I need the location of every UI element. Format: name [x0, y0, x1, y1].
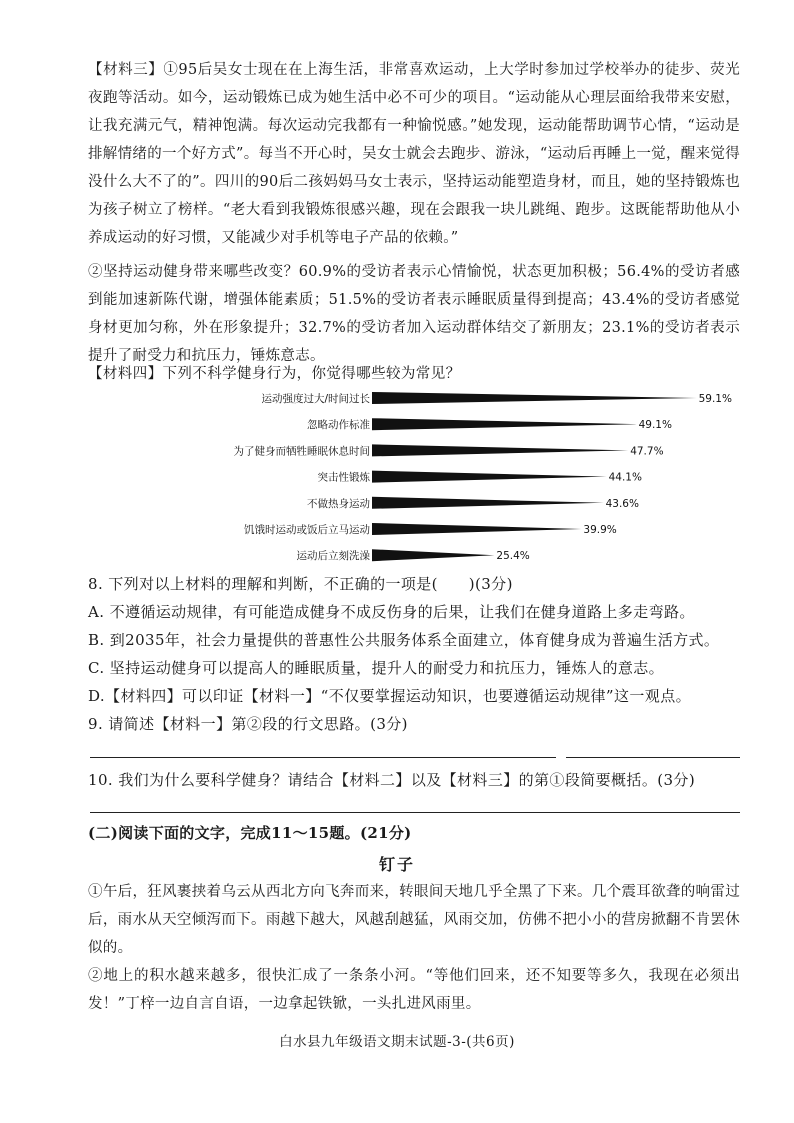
- question-8-option-d: D.【材料四】可以印证【材料一】“不仅要掌握运动知识，也要遵循运动规律”这一观点。: [88, 687, 692, 705]
- question-8-option-a: A. 不遵循运动规律，有可能造成健身不成反伤身的后果，让我们在健身道路上多走弯路。: [88, 603, 695, 621]
- story-paragraph-1: ①午后，狂风裹挟着乌云从西北方向飞奔而来，转眼间天地几乎全黑了下来。几个震耳欲聋的响雷过后，雨水从天空倾泻而下。雨越下越大，风越刮越猛，风雨交加，仿佛不把小小的营房掀翻不肯罢休似的。: [88, 884, 740, 956]
- chart-value-label: 47.7%: [630, 445, 664, 458]
- question-8-option-c: C. 坚持运动健身可以提高人的睡眠质量，提升人的耐受力和抗压力，锤炼人的意志。: [88, 659, 665, 677]
- chart-category-label: 运动后立刻洗澡: [296, 550, 370, 563]
- chart-bar: [372, 418, 637, 430]
- chart-category-label: 忽略动作标准: [307, 419, 370, 432]
- story-title: 钉子: [378, 855, 415, 874]
- chart-bar: [372, 523, 581, 535]
- unscientific-fitness-bar-chart: [180, 386, 732, 568]
- chart-category-label: 饥饿时运动或饭后立马运动: [244, 524, 370, 536]
- material4-intro: 【材料四】下列不科学健身行为，你觉得哪些较为常见？: [88, 366, 461, 382]
- chart-value-label: 43.6%: [605, 497, 639, 510]
- question-8-option-b: B. 到2035年，社会力量提供的普惠性公共服务体系全面建立，体育健身成为普遍生活方式。: [88, 631, 720, 649]
- chart-bar: [372, 392, 697, 404]
- page-footer: 白水县九年级语文期末试题-3-(共6页): [279, 1034, 515, 1050]
- chart-value-label: 49.1%: [638, 419, 672, 432]
- material4-chart: [180, 386, 732, 568]
- section-2-heading: (二)阅读下面的文字，完成11～15题。(21分): [88, 824, 412, 842]
- chart-category-label: 运动强度过大/时间过长: [261, 393, 370, 405]
- chart-category-label: 为了健身而牺牲睡眠休息时间: [233, 445, 370, 458]
- chart-value-label: 25.4%: [496, 550, 530, 563]
- chart-bar: [372, 471, 607, 483]
- answer-line-q9-a[interactable]: [90, 757, 556, 758]
- material3-paragraph-1: 【材料三】①95后吴女士现在在上海生活，非常喜欢运动，上大学时参加过学校举办的徒步、荧光夜跑等活动。如今，运动锻炼已成为她生活中必不可少的项目。“运动能从心理层面给我带来安慰，让我充满元气，精神饱满。每次运动完我都有一种愉悦感。”她发现，运动能帮助调节心情，“运动是排解情绪的一个好方式”。每当不开心时，吴女士就会去跑步、游泳，“运动后再睡上一觉，醒来觉得没什么大不了的”。四川的90后二孩妈妈马女士表示，坚持运动能塑造身材，而且，她的坚持锻炼也为孩子树立了榜样。“老大看到我锻炼很感兴趣，现在会跟我一块儿跳绳、跑步。这既能帮助他从小养成运动的好习惯，又能减少对手机等电子产品的依赖。”: [88, 62, 740, 246]
- answer-line-q10[interactable]: [90, 812, 740, 813]
- question-10: 10. 我们为什么要科学健身？请结合【材料二】以及【材料三】的第①段简要概括。(3分): [88, 771, 696, 789]
- chart-bar: [372, 497, 604, 509]
- chart-category-label: 不做热身运动: [307, 497, 370, 510]
- answer-line-q9-b[interactable]: [566, 757, 740, 758]
- chart-value-label: 59.1%: [698, 393, 732, 405]
- material3-paragraph-2: ②坚持运动健身带来哪些改变？60.9%的受访者表示心情愉悦，状态更加积极；56.4%的受访者感到能加速新陈代谢，增强体能素质；51.5%的受访者表示睡眠质量得到提高；43.4%的受访者感觉身材更加匀称，外在形象提升；32.7%的受访者加入运动群体结交了新朋友；23.1%的受访者表示提升了耐受力和抗压力，锤炼意志。: [88, 264, 740, 364]
- chart-category-label: 突击性锻炼: [317, 471, 370, 484]
- question-8: 8. 下列对以上材料的理解和判断，不正确的一项是( )(3分): [88, 575, 513, 593]
- chart-bar: [372, 444, 628, 456]
- chart-value-label: 39.9%: [583, 524, 617, 536]
- chart-value-label: 44.1%: [608, 471, 642, 484]
- story-paragraph-2: ②地上的积水越来越多，很快汇成了一条条小河。“等他们回来，还不知要等多久，我现在必须出发！”丁梓一边自言自语，一边拿起铁锨，一头扎进风雨里。: [88, 968, 740, 1012]
- chart-bar: [372, 549, 494, 561]
- question-9: 9. 请简述【材料一】第②段的行文思路。(3分): [88, 715, 408, 733]
